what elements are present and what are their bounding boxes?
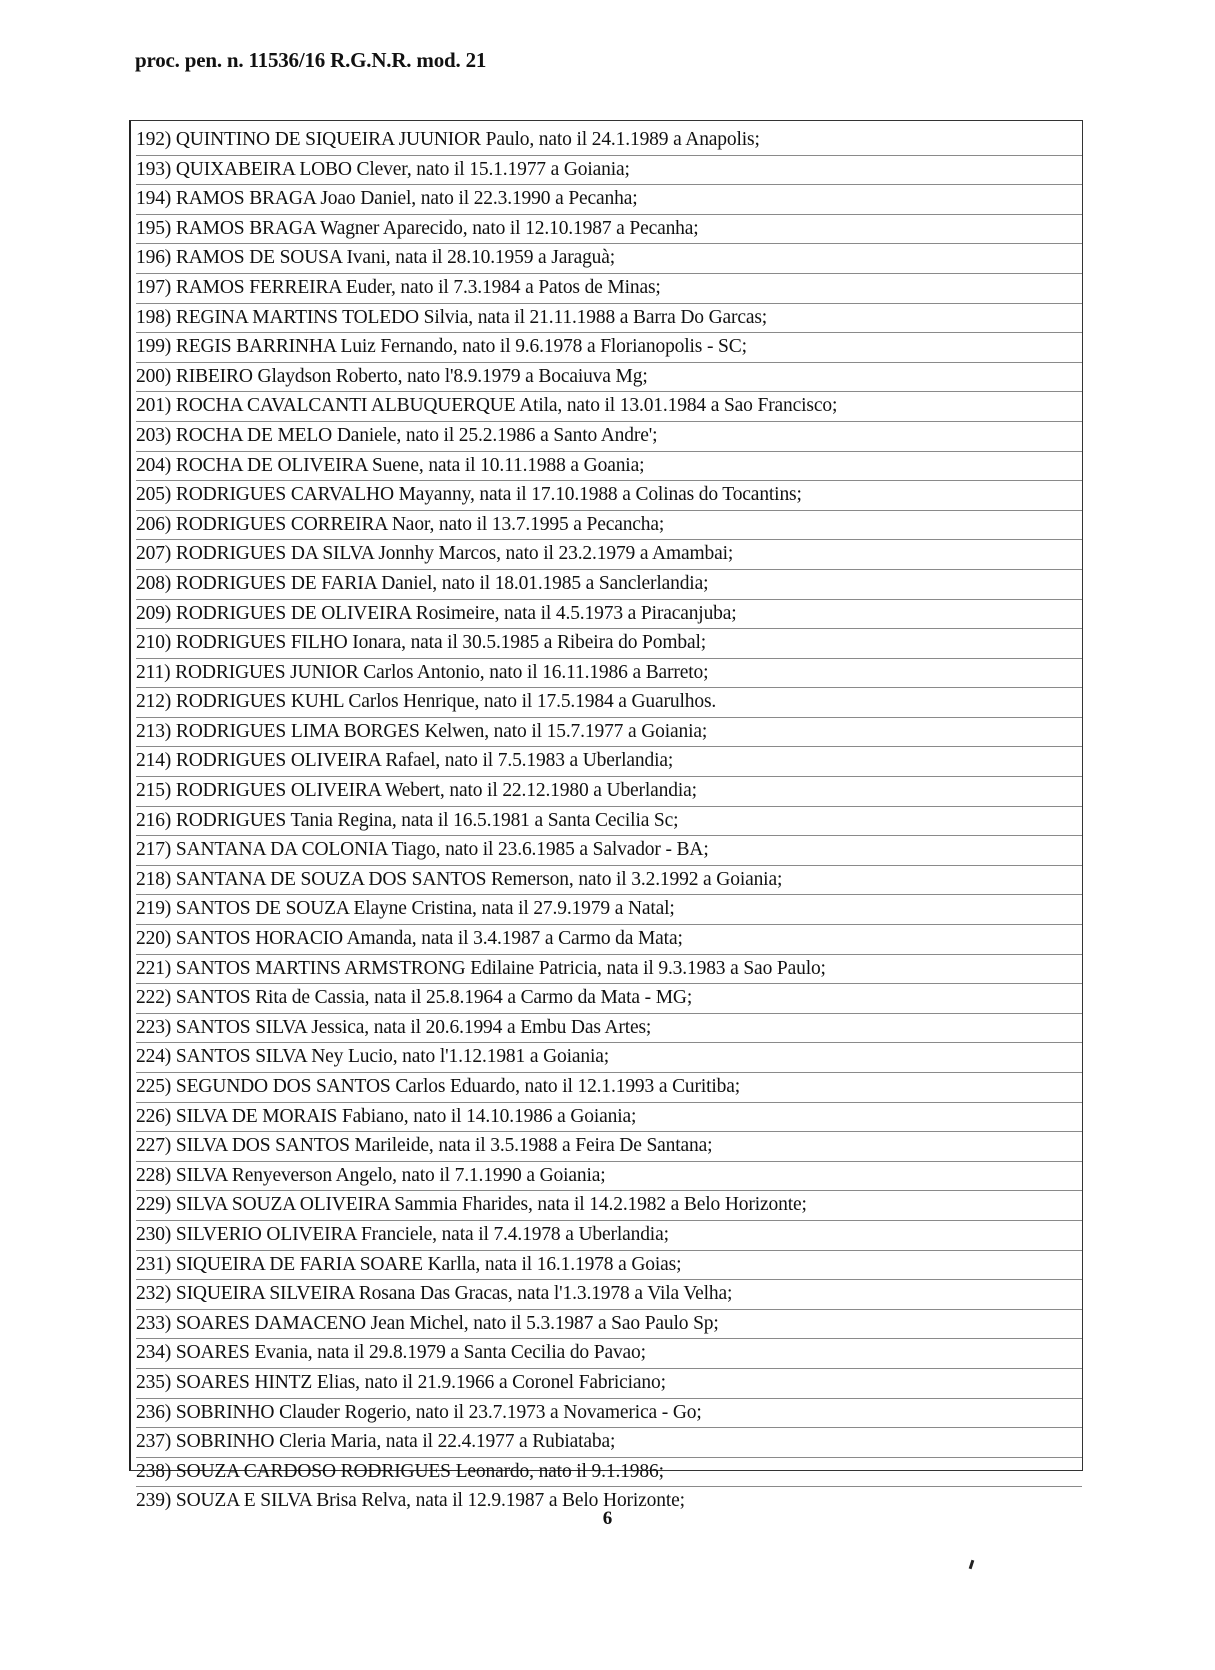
list-item: 212) RODRIGUES KUHL Carlos Henrique, nato il 17.5.1984 a Guarulhos. [136, 688, 1082, 718]
list-item: 233) SOARES DAMACENO Jean Michel, nato il 5.3.1987 a Sao Paulo Sp; [136, 1310, 1082, 1340]
list-item: 216) RODRIGUES Tania Regina, nata il 16.5.1981 a Santa Cecilia Sc; [136, 807, 1082, 837]
list-item: 224) SANTOS SILVA Ney Lucio, nato l'1.12.1981 a Goiania; [136, 1043, 1082, 1073]
list-item: 200) RIBEIRO Glaydson Roberto, nato l'8.9.1979 a Bocaiuva Mg; [136, 363, 1082, 393]
list-item: 219) SANTOS DE SOUZA Elayne Cristina, nata il 27.9.1979 a Natal; [136, 895, 1082, 925]
list-item: 205) RODRIGUES CARVALHO Mayanny, nata il 17.10.1988 a Colinas do Tocantins; [136, 481, 1082, 511]
list-item: 236) SOBRINHO Clauder Rogerio, nato il 23.7.1973 a Novamerica - Go; [136, 1399, 1082, 1429]
list-item: 217) SANTANA DA COLONIA Tiago, nato il 23.6.1985 a Salvador - BA; [136, 836, 1082, 866]
list-item: 213) RODRIGUES LIMA BORGES Kelwen, nato il 15.7.1977 a Goiania; [136, 718, 1082, 748]
list-item: 215) RODRIGUES OLIVEIRA Webert, nato il 22.12.1980 a Uberlandia; [136, 777, 1082, 807]
list-item: 239) SOUZA E SILVA Brisa Relva, nata il 12.9.1987 a Belo Horizonte; [136, 1490, 685, 1512]
list-item: 231) SIQUEIRA DE FARIA SOARE Karlla, nata il 16.1.1978 a Goias; [136, 1251, 1082, 1281]
list-item: 226) SILVA DE MORAIS Fabiano, nato il 14.10.1986 a Goiania; [136, 1103, 1082, 1133]
list-item: 235) SOARES HINTZ Elias, nato il 21.9.1966 a Coronel Fabriciano; [136, 1369, 1082, 1399]
list-item: 230) SILVERIO OLIVEIRA Franciele, nata il 7.4.1978 a Uberlandia; [136, 1221, 1082, 1251]
list-item: 223) SANTOS SILVA Jessica, nata il 20.6.1994 a Embu Das Artes; [136, 1014, 1082, 1044]
list-item: 225) SEGUNDO DOS SANTOS Carlos Eduardo, nato il 12.1.1993 a Curitiba; [136, 1073, 1082, 1103]
list-item: 206) RODRIGUES CORREIRA Naor, nato il 13.7.1995 a Pecancha; [136, 511, 1082, 541]
list-item: 194) RAMOS BRAGA Joao Daniel, nato il 22.3.1990 a Pecanha; [136, 185, 1082, 215]
list-item: 210) RODRIGUES FILHO Ionara, nata il 30.5.1985 a Ribeira do Pombal; [136, 629, 1082, 659]
list-item: 218) SANTANA DE SOUZA DOS SANTOS Remerson, nato il 3.2.1992 a Goiania; [136, 866, 1082, 896]
list-item: 201) ROCHA CAVALCANTI ALBUQUERQUE Atila, nato il 13.01.1984 a Sao Francisco; [136, 392, 1082, 422]
list-item: 193) QUIXABEIRA LOBO Clever, nato il 15.1.1977 a Goiania; [136, 156, 1082, 186]
list-item: 196) RAMOS DE SOUSA Ivani, nata il 28.10.1959 a Jaraguà; [136, 244, 1082, 274]
list-item: 195) RAMOS BRAGA Wagner Aparecido, nato il 12.10.1987 a Pecanha; [136, 215, 1082, 245]
list-item: 204) ROCHA DE OLIVEIRA Suene, nata il 10.11.1988 a Goania; [136, 452, 1082, 482]
list-item: 220) SANTOS HORACIO Amanda, nata il 3.4.1987 a Carmo da Mata; [136, 925, 1082, 955]
list-item: 207) RODRIGUES DA SILVA Jonnhy Marcos, nato il 23.2.1979 a Amambai; [136, 540, 1082, 570]
list-item: 232) SIQUEIRA SILVEIRA Rosana Das Gracas, nata l'1.3.1978 a Vila Velha; [136, 1280, 1082, 1310]
list-item: 222) SANTOS Rita de Cassia, nata il 25.8.1964 a Carmo da Mata - MG; [136, 984, 1082, 1014]
list-item: 227) SILVA DOS SANTOS Marileide, nata il 3.5.1988 a Feira De Santana; [136, 1132, 1082, 1162]
list-item: 221) SANTOS MARTINS ARMSTRONG Edilaine Patricia, nata il 9.3.1983 a Sao Paulo; [136, 955, 1082, 985]
list-item: 228) SILVA Renyeverson Angelo, nato il 7.1.1990 a Goiania; [136, 1162, 1082, 1192]
scan-mark [969, 1560, 975, 1569]
list-item: 214) RODRIGUES OLIVEIRA Rafael, nato il 7.5.1983 a Uberlandia; [136, 747, 1082, 777]
list-item: 199) REGIS BARRINHA Luiz Fernando, nato il 9.6.1978 a Florianopolis - SC; [136, 333, 1082, 363]
list-item: 209) RODRIGUES DE OLIVEIRA Rosimeire, nata il 4.5.1973 a Piracanjuba; [136, 600, 1082, 630]
defendants-list [131, 121, 1082, 1516]
list-item: 238) SOUZA CARDOSO RODRIGUES Leonardo, nato il 9.1.1986; [136, 1458, 1082, 1488]
list-item: 192) QUINTINO DE SIQUEIRA JUUNIOR Paulo, nato il 24.1.1989 a Anapolis; [136, 126, 1082, 156]
document-header: proc. pen. n. 11536/16 R.G.N.R. mod. 21 [135, 48, 487, 72]
list-item: 234) SOARES Evania, nata il 29.8.1979 a Santa Cecilia do Pavao; [136, 1339, 1082, 1369]
defendants-list-box [129, 120, 1083, 1512]
list-item: 211) RODRIGUES JUNIOR Carlos Antonio, nato il 16.11.1986 a Barreto; [136, 659, 1082, 689]
list-item: 229) SILVA SOUZA OLIVEIRA Sammia Fharides, nata il 14.2.1982 a Belo Horizonte; [136, 1191, 1082, 1221]
list-item: 237) SOBRINHO Cleria Maria, nata il 22.4.1977 a Rubiataba; [136, 1428, 1082, 1458]
list-item: 198) REGINA MARTINS TOLEDO Silvia, nata il 21.11.1988 a Barra Do Garcas; [136, 304, 1082, 334]
list-item: 203) ROCHA DE MELO Daniele, nato il 25.2.1986 a Santo Andre'; [136, 422, 1082, 452]
list-item: 197) RAMOS FERREIRA Euder, nato il 7.3.1984 a Patos de Minas; [136, 274, 1082, 304]
list-item: 208) RODRIGUES DE FARIA Daniel, nato il 18.01.1985 a Sanclerlandia; [136, 570, 1082, 600]
page-number: 6 [602, 1508, 613, 1529]
